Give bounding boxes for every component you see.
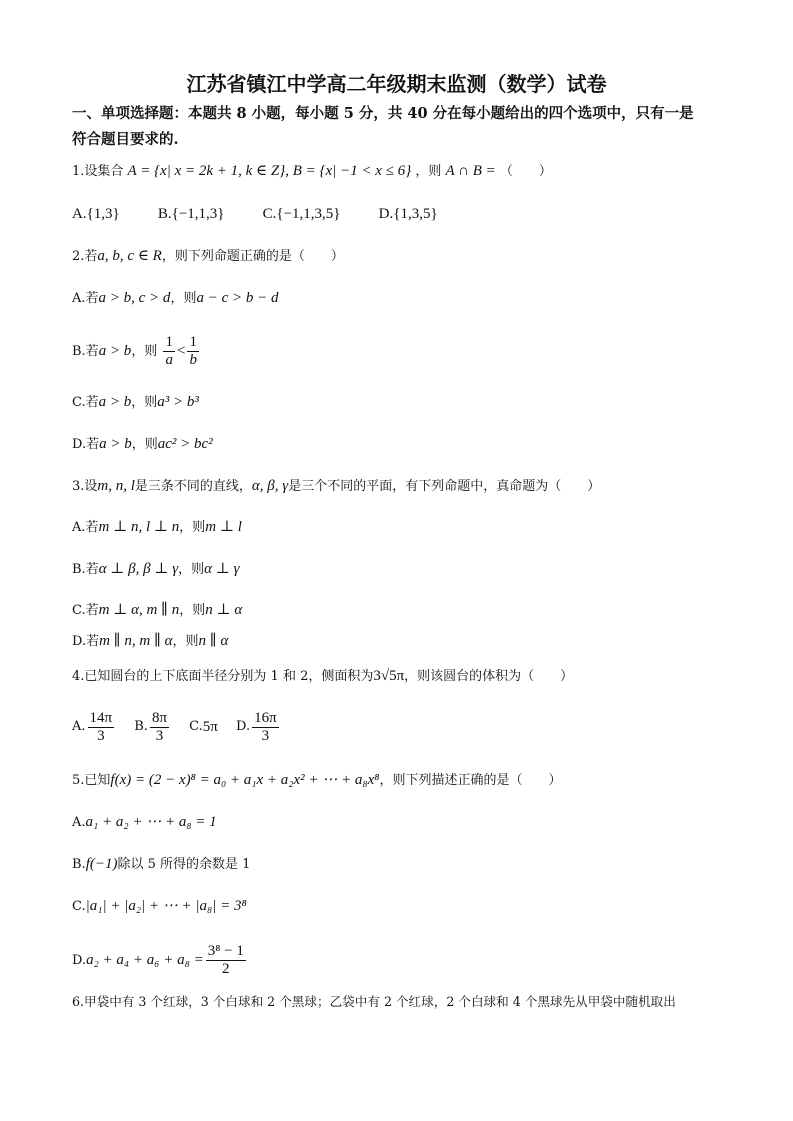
q5-a-math: a₁ + a₂ + ⋯ + a₈ = 1 (85, 814, 217, 830)
q2-a-cond: a > b, c > d (98, 290, 171, 306)
q2-b-label: B.若 (72, 344, 99, 359)
q4-b-label: B. (134, 719, 148, 734)
q5-d-label: D. (72, 953, 87, 968)
q3-c-label: C.若 (72, 603, 99, 618)
q2-option-b[interactable] (72, 332, 201, 371)
q3-suffix: 是三个不同的平面，有下列命题中，真命题为（ ） (288, 479, 601, 494)
q2-b-then: ，则 (131, 344, 158, 359)
q2-prefix: 2.若 (72, 249, 98, 264)
q2-c-then: ，则 (131, 395, 158, 410)
q2-d-then: ，则 (131, 437, 158, 452)
q3-option-c[interactable] (72, 600, 242, 621)
q4-b-num: 8π (151, 709, 168, 726)
q5-b-math: f(−1) (85, 856, 118, 872)
q4-lateral-area: 3√5π (373, 668, 405, 684)
q5-option-c[interactable] (72, 896, 247, 917)
q1-option-b[interactable]: B.{−1,1,3} (157, 206, 225, 222)
q3-b-label: B.若 (72, 562, 99, 577)
q2-d-cond: a > b (99, 436, 132, 452)
q3-lines: m, n, l (97, 478, 135, 494)
q2-d-result: ac² > bc² (157, 436, 213, 452)
question-5-stem (72, 770, 562, 791)
q5-d-fraction (206, 943, 246, 978)
q1-prefix: 1.设集合 (72, 164, 124, 179)
q2-b-fraction-1 (163, 334, 175, 369)
q5-b-text: 除以 5 所得的余数是 1 (117, 857, 251, 872)
q4-option-b[interactable] (134, 706, 171, 748)
q2-suffix: ，则下列命题正确的是（ ） (161, 249, 344, 264)
q2-b-fraction-2 (187, 334, 199, 369)
q1-set-expression: A = {x| x = 2k + 1, k ∈ Z}, B = {x| −1 < x ≤ 6} (127, 163, 412, 179)
q3-b-cond: α ⊥ β, β ⊥ γ (98, 561, 179, 577)
q3-a-result: m ⊥ l (205, 519, 242, 535)
q3-d-cond: m ∥ n, m ∥ α (99, 633, 173, 649)
q1-paren: （ ） (499, 164, 552, 179)
q2-c-label: C.若 (72, 395, 99, 410)
page-title: 江苏省镇江中学高二年级期末监测（数学）试卷 (186, 72, 607, 96)
q2-option-d[interactable] (72, 434, 213, 455)
q3-d-label: D.若 (72, 634, 100, 649)
q4-d-fraction (252, 710, 279, 745)
section-heading-line-2: 符合题目要求的. (72, 131, 179, 148)
question-6-stem: 6.甲袋中有 3 个红球，3 个白球和 2 个黑球；乙袋中有 2 个红球，2 个白球和 4 个黑球先从甲袋中随机取出 (72, 994, 676, 1009)
q4-option-c[interactable] (189, 706, 218, 748)
q1-option-d[interactable]: D.{1,3,5} (378, 206, 438, 222)
q5-option-b[interactable] (72, 854, 250, 875)
q2-b-den1: a (165, 352, 173, 368)
q3-c-cond: m ⊥ α, m ∥ n (98, 602, 180, 618)
question-4-options (72, 706, 295, 748)
q3-a-cond: m ⊥ n, l ⊥ n (98, 519, 180, 535)
section-heading-line-1: 一、单项选择题：本题共 8 小题，每小题 5 分，共 40 分在每小题给出的四个选项中，只有一是 (72, 105, 694, 122)
q5-d-den: 2 (222, 961, 230, 977)
q2-c-cond: a > b (98, 394, 132, 410)
q3-option-a[interactable] (72, 517, 242, 538)
q5-c-label: C. (72, 899, 86, 914)
question-1-stem (72, 161, 552, 182)
q3-c-result: n ⊥ α (205, 602, 243, 618)
q2-a-result: a − c > b − d (196, 290, 279, 306)
q3-b-then: ，则 (178, 562, 205, 577)
q4-a-den: 3 (97, 727, 105, 744)
q4-d-num: 16π (254, 709, 277, 726)
q4-b-fraction (150, 710, 169, 745)
question-1-options (72, 204, 472, 225)
question-4-stem (72, 666, 573, 687)
q5-d-math: a₂ + a₄ + a₆ + a₈ = (86, 952, 204, 968)
q3-option-b[interactable] (72, 559, 240, 580)
q2-c-result: a³ > b³ (157, 394, 199, 410)
q5-expansion: f(x) = (2 − x)⁸ = a₀ + a₁x + a₂x² + ⋯ + a₈x⁸ (110, 772, 380, 788)
q4-prefix: 4.已知圆台的上下底面半径分别为 1 和 2，侧面积为 (72, 669, 374, 684)
q1-option-a[interactable]: A.{1,3} (72, 206, 120, 222)
q3-prefix: 3.设 (72, 479, 98, 494)
q2-b-relation: < (176, 343, 186, 359)
q5-suffix: ，则下列描述正确的是（ ） (379, 773, 562, 788)
q4-c-label: C. (189, 719, 203, 734)
q5-b-label: B. (72, 857, 86, 872)
q4-d-label: D. (236, 719, 251, 734)
q4-a-num: 14π (89, 709, 113, 726)
q2-a-label: A.若 (72, 291, 99, 306)
q2-option-c[interactable] (72, 392, 199, 413)
q5-c-math: |a₁| + |a₂| + ⋯ + |a₈| = 3⁸ (85, 898, 247, 914)
q4-d-den: 3 (261, 727, 270, 744)
q2-a-then: ，则 (170, 291, 197, 306)
q4-suffix: ，则该圆台的体积为（ ） (404, 669, 574, 684)
q3-a-label: A.若 (72, 520, 99, 535)
q3-option-d[interactable] (72, 631, 228, 652)
question-3-stem (72, 476, 600, 497)
q3-mid: 是三条不同的直线， (134, 479, 252, 494)
q5-option-a[interactable] (72, 812, 217, 833)
q5-option-d[interactable] (72, 940, 248, 981)
q2-b-num1: 1 (165, 334, 173, 350)
q4-option-d[interactable] (236, 706, 281, 748)
q1-suffix: ，则 (415, 164, 442, 179)
q5-prefix: 5.已知 (72, 773, 111, 788)
q4-b-den: 3 (155, 727, 164, 744)
q3-planes: α, β, γ (251, 478, 289, 494)
q1-ask: A ∩ B = (445, 163, 496, 179)
q4-a-fraction (88, 710, 115, 745)
q2-b-num2: 1 (189, 334, 197, 350)
q1-option-c[interactable]: C.{−1,1,3,5} (262, 206, 341, 222)
q3-b-result: α ⊥ γ (204, 561, 240, 577)
question-2-stem (72, 246, 344, 267)
q2-b-den2: b (189, 352, 197, 368)
q3-c-then: ，则 (179, 603, 206, 618)
q4-a-label: A. (72, 719, 86, 734)
q3-a-then: ，则 (179, 520, 206, 535)
q5-a-label: A. (72, 815, 86, 830)
q3-d-then: ，则 (172, 634, 199, 649)
q2-b-cond: a > b (98, 343, 132, 359)
q2-d-label: D.若 (72, 437, 100, 452)
q2-stem-math: a, b, c ∈ R (97, 248, 162, 264)
q5-d-num: 3⁸ − 1 (207, 943, 244, 959)
q4-c-value: 5π (202, 719, 218, 735)
q3-d-result: n ∥ α (198, 633, 229, 649)
q4-option-a[interactable] (72, 706, 116, 748)
q2-option-a[interactable] (72, 288, 278, 309)
